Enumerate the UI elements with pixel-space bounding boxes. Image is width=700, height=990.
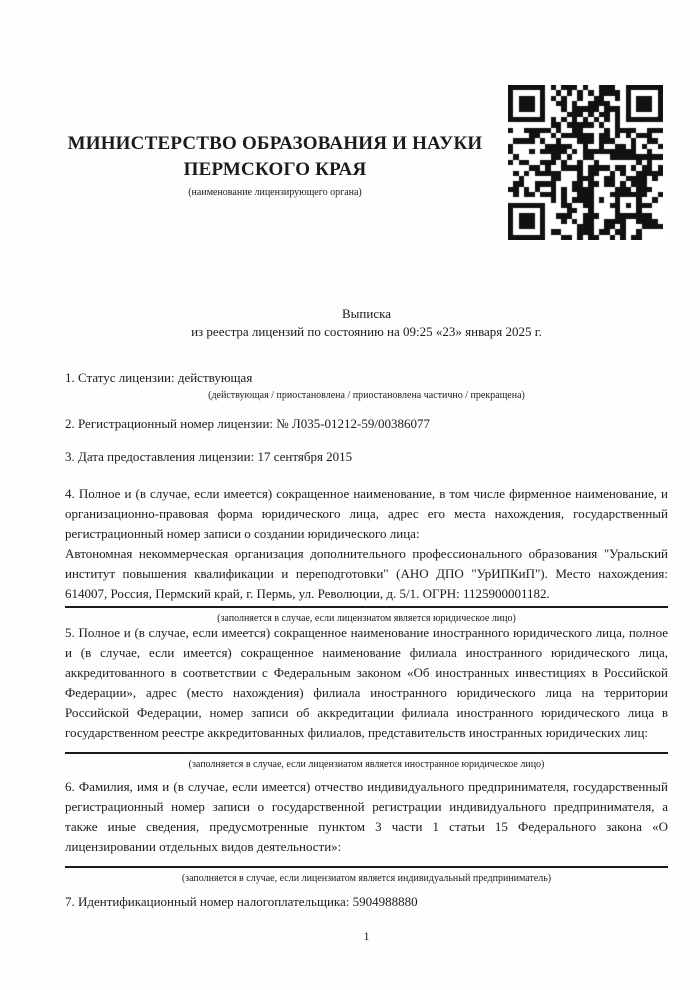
- item-3-grant-date: 3. Дата предоставления лицензии: 17 сентября 2015: [65, 449, 353, 464]
- item-6-individual-entrepreneur: [65, 777, 668, 885]
- qr-code: [508, 85, 663, 240]
- ministry-caption: (наименование лицензирующего органа): [188, 187, 362, 198]
- item-1-caption: (действующая / приостановлена / приостановлена частично / прекращена): [208, 390, 525, 401]
- document-title-line1: Выписка: [342, 306, 391, 321]
- item-1-license-status: 1. Статус лицензии: действующая: [65, 370, 253, 385]
- item-2-registration-number: 2. Регистрационный номер лицензии: № Л035-01212-59/00386077: [65, 416, 431, 431]
- item-4-legal-entity: [65, 484, 668, 625]
- document-title-line2: из реестра лицензий по состоянию на 09:25 «23» января 2025 г.: [191, 324, 542, 339]
- ministry-name-line1: МИНИСТЕРСТВО ОБРАЗОВАНИЯ И НАУКИ: [67, 133, 483, 154]
- document-title: [65, 305, 668, 341]
- page-number: 1: [363, 929, 370, 943]
- item-4-answer: Автономная некоммерческая организация дополнительного профессионального образования "Уральский институт повышения квалификации и переподготовки" (АНО ДПО "УрИПКиП"). Место нахождения: 614007, Россия, Пермский край, г. Пермь, ул. Революции, д. 5/1. ОГРН: 1125900001182.: [65, 544, 668, 608]
- item-5-question: 5. Полное и (в случае, если имеется) сокращенное наименование иностранного юридического лица, полное и (в случае, если имеется) сокращенное наименование филиала иностранного юридического лица, аккредитованного в соответствии с Федеральным законом «Об иностранных инвестициях в Российской Федерации», адрес (место нахождения) филиала иностранного юридического лица на территории Российской Федерации, номер записи об аккредитации филиала иностранного юридического лица в государственном реестре аккредитованных филиалов, представительств иностранных юридических лиц:: [65, 625, 668, 740]
- item-4-question: 4. Полное и (в случае, если имеется) сокращенное наименование, в том числе фирменное наименование, и организационно-правовая форма юридического лица, адрес его места нахождения, государственный регистрационный номер записи о создании юридического лица:: [65, 486, 668, 541]
- item-5-blank-line: [65, 752, 668, 754]
- item-5-foreign-entity: [65, 623, 668, 771]
- item-7-taxpayer-number: 7. Идентификационный номер налогоплательщика: 5904988880: [65, 894, 418, 909]
- ministry-name-line2: ПЕРМСКОГО КРАЯ: [183, 159, 367, 180]
- item-5-caption: (заполняется в случае, если лицензиатом является иностранное юридическое лицо): [188, 759, 545, 770]
- item-6-caption: (заполняется в случае, если лицензиатом является индивидуальный предприниматель): [181, 873, 552, 884]
- item-6-question: 6. Фамилия, имя и (в случае, если имеется) отчество индивидуального предпринимателя, государственный регистрационный номер записи о государственной регистрации индивидуального предпринимателя, а также иные сведения, предусмотренные пунктом 3 части 1 статьи 15 Федерального закона «О лицензировании отдельных видов деятельности»:: [65, 779, 668, 854]
- item-4-caption: (заполняется в случае, если лицензиатом является юридическое лицо): [217, 613, 516, 624]
- licensing-authority-header: [63, 131, 487, 199]
- item-6-blank-line: [65, 866, 668, 868]
